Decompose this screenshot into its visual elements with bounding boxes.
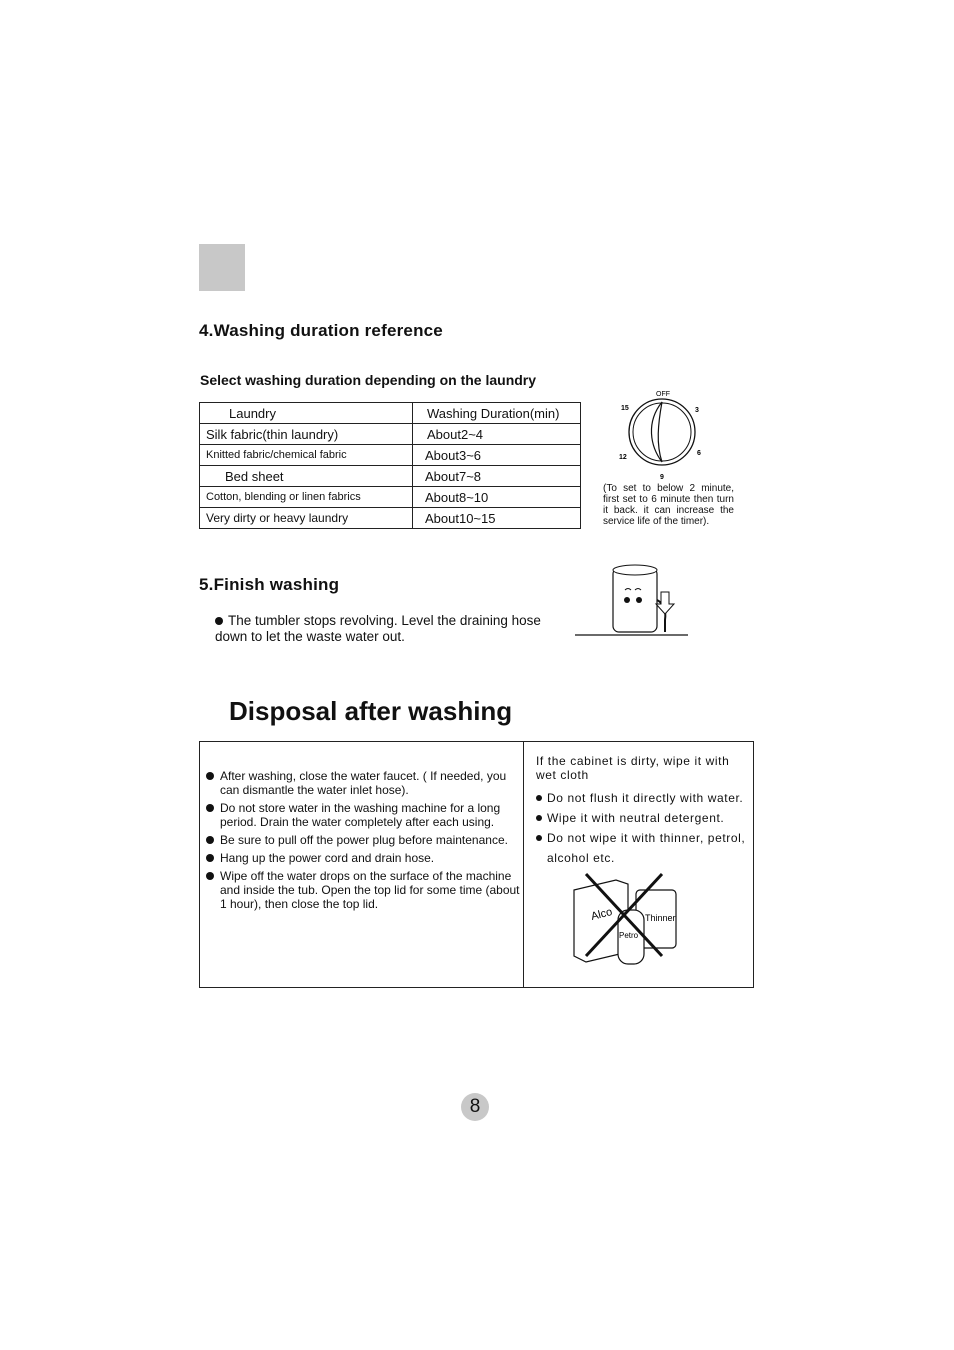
table-cell-laundry: Bed sheet xyxy=(200,466,413,487)
list-item-text: Hang up the power cord and drain hose. xyxy=(220,851,435,865)
alcohol-label: Alco xyxy=(589,906,614,923)
table-header-duration: Washing Duration(min) xyxy=(413,403,581,424)
table-cell-laundry: Very dirty or heavy laundry xyxy=(200,508,413,529)
table-cell-duration: About2~4 xyxy=(413,424,581,445)
bullet-icon xyxy=(536,835,542,841)
table-cell-duration: About10~15 xyxy=(413,508,581,529)
table-row xyxy=(200,445,581,466)
timer-dial-outer xyxy=(629,399,695,465)
disposal-title: Disposal after washing xyxy=(229,696,513,726)
petrol-label: Petro xyxy=(619,931,639,940)
timer-label-15: 15 xyxy=(621,405,629,412)
table-header-laundry: Laundry xyxy=(200,403,413,424)
list-item-text: Do not flush it directly with water. xyxy=(547,791,744,805)
list-item xyxy=(206,833,522,847)
list-item xyxy=(206,869,522,911)
list-item-text: Wipe it with neutral detergent. xyxy=(547,811,725,825)
list-item xyxy=(206,769,522,797)
list-item-text: Do not wipe it with thinner, petrol, alcohol etc. xyxy=(547,831,746,865)
table-cell-duration: About8~10 xyxy=(413,487,581,508)
section5-title: 5.Finish washing xyxy=(199,575,340,594)
disposal-left-list xyxy=(206,769,522,915)
section4-title: 4.Washing duration reference xyxy=(199,321,443,340)
list-item xyxy=(536,828,752,868)
timer-label-12: 12 xyxy=(619,454,627,461)
bullet-icon xyxy=(215,617,223,625)
bullet-icon xyxy=(206,872,214,880)
list-item-text: Wipe off the water drops on the surface of the machine and inside the tub. Open the top lid for some time (about 1 hour), then close the top lid. xyxy=(220,869,520,911)
machine-lid xyxy=(613,565,657,575)
machine-body xyxy=(613,568,657,632)
bullet-icon xyxy=(536,815,542,821)
table-header-row xyxy=(200,403,581,424)
table-cell-laundry: Silk fabric(thin laundry) xyxy=(200,424,413,445)
list-item xyxy=(536,788,752,808)
page-number: 8 xyxy=(461,1093,489,1121)
timer-label-6: 6 xyxy=(697,450,701,457)
section-marker xyxy=(199,244,245,291)
list-item xyxy=(206,851,522,865)
list-item-text: After washing, close the water faucet. ( If needed, you can dismantle the water inlet hose). xyxy=(220,769,507,797)
list-item-text: Do not store water in the washing machine for a long period. Drain the water completely after each using. xyxy=(220,801,501,829)
table-cell-laundry: Knitted fabric/chemical fabric xyxy=(200,445,413,466)
table-row xyxy=(200,424,581,445)
table-row xyxy=(200,466,581,487)
table-cell-laundry: Cotton, blending or linen fabrics xyxy=(200,487,413,508)
timer-dial-inner xyxy=(633,403,691,461)
bullet-icon xyxy=(206,836,214,844)
timer-knob-pointer xyxy=(651,402,662,462)
table-cell-duration: About7~8 xyxy=(413,466,581,487)
bullet-icon xyxy=(206,804,214,812)
list-item-text: Be sure to pull off the power plug before maintenance. xyxy=(220,833,508,847)
section5-text-block xyxy=(215,613,567,645)
bullet-icon xyxy=(206,772,214,780)
section5-text: The tumbler stops revolving. Level the draining hose down to let the waste water out. xyxy=(215,613,541,644)
timer-label-9: 9 xyxy=(660,474,664,481)
washing-duration-table xyxy=(199,402,581,529)
arrow-down-icon xyxy=(656,592,674,614)
timer-label-3: 3 xyxy=(695,407,699,414)
draining-machine-illustration xyxy=(575,560,690,640)
list-item xyxy=(536,808,752,828)
right-intro: If the cabinet is dirty, wipe it with wet cloth xyxy=(536,754,730,782)
timer-note: (To set to below 2 minute, first set to 6 minute then turn it back. it can increase the service life of the timer). xyxy=(603,483,734,527)
machine-eye-right xyxy=(636,597,642,603)
timer-dial-illustration xyxy=(610,384,720,484)
disposal-right-list xyxy=(536,754,752,868)
list-item xyxy=(206,801,522,829)
no-solvents-illustration xyxy=(566,870,684,968)
thinner-label: Thinner xyxy=(645,913,676,923)
section4-subtitle: Select washing duration depending on the laundry xyxy=(200,372,537,388)
panel-divider xyxy=(523,741,524,988)
bullet-icon xyxy=(536,795,542,801)
machine-eye-left xyxy=(624,597,630,603)
bullet-icon xyxy=(206,854,214,862)
table-cell-duration: About3~6 xyxy=(413,445,581,466)
timer-label-off: OFF xyxy=(656,391,670,398)
table-row xyxy=(200,487,581,508)
table-row xyxy=(200,508,581,529)
